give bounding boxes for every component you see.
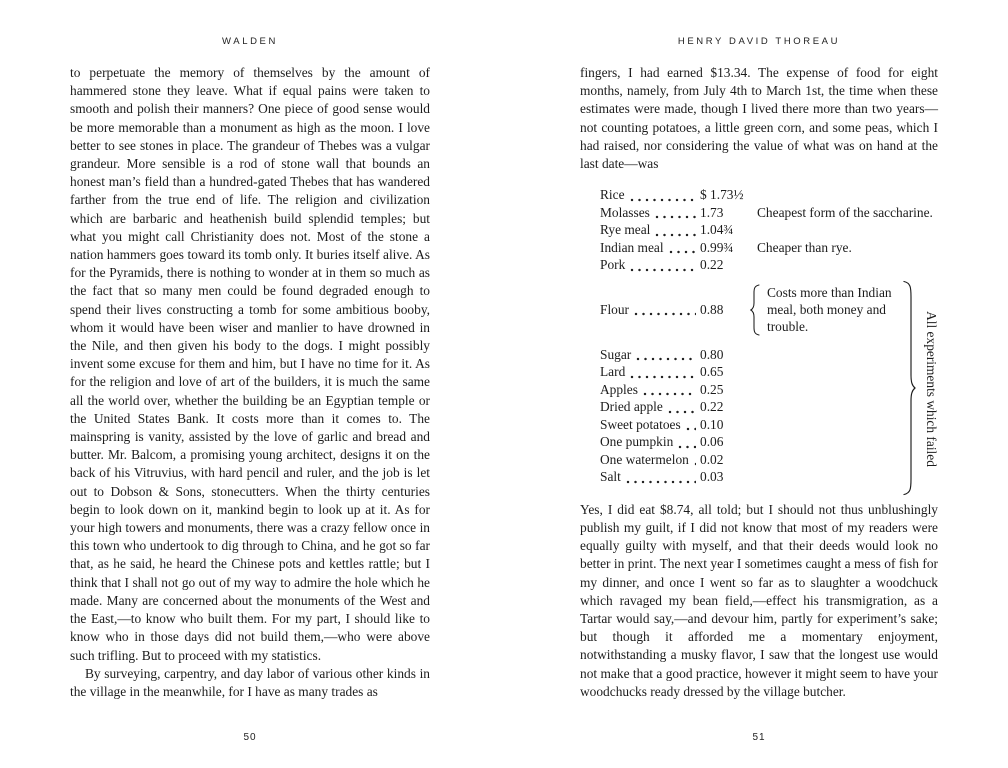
left-brace-icon bbox=[750, 284, 760, 336]
dot-leader bbox=[686, 427, 696, 431]
expense-item: One watermelon bbox=[600, 451, 689, 467]
expense-amount: 0.25 bbox=[700, 381, 724, 397]
expense-row bbox=[580, 398, 938, 416]
running-head-right: HENRY DAVID THOREAU bbox=[677, 36, 841, 47]
dot-leader bbox=[636, 357, 696, 361]
expense-item: Dried apple bbox=[600, 399, 663, 415]
expense-item: Pork bbox=[600, 257, 626, 273]
expense-item: Salt bbox=[600, 469, 621, 485]
expense-row bbox=[580, 204, 938, 222]
expense-entry bbox=[600, 204, 748, 222]
expense-amount: $ 1.73½ bbox=[700, 187, 744, 203]
expense-note-braced bbox=[750, 284, 897, 336]
expense-item: Flour bbox=[600, 301, 630, 317]
expense-entry bbox=[600, 301, 748, 319]
expense-row bbox=[580, 186, 938, 204]
expense-entry bbox=[600, 363, 748, 381]
expense-note: Cheapest form of the saccharine. bbox=[757, 204, 933, 220]
expense-amount: 0.22 bbox=[700, 399, 724, 415]
paragraph: fingers, I had earned $13.34. The expense of food for eight months, namely, from July 4th to March 1st, the time when these estimates were made, though I lived there more than two years—not counting potatoes, a little green corn, and some peas, which I had raised, nor considering the value of what was on hand at the last date—was bbox=[580, 65, 938, 172]
page-right bbox=[504, 0, 1008, 768]
dot-leader bbox=[630, 198, 696, 202]
expense-entry bbox=[600, 468, 748, 486]
page-number-right: 51 bbox=[752, 732, 766, 743]
expense-row bbox=[580, 381, 938, 399]
expense-entry bbox=[600, 398, 748, 416]
expense-row bbox=[580, 256, 938, 274]
expense-row bbox=[580, 284, 938, 336]
expense-row bbox=[580, 363, 938, 381]
expense-entry bbox=[600, 381, 748, 399]
expense-entry bbox=[600, 221, 748, 239]
expense-amount: 1.04¾ bbox=[700, 222, 734, 238]
dot-leader bbox=[626, 480, 696, 484]
expense-amount: 0.02 bbox=[700, 451, 724, 467]
expense-amount: 1.73 bbox=[700, 204, 724, 220]
expense-table bbox=[580, 186, 938, 486]
expense-item: Lard bbox=[600, 364, 626, 380]
expense-row bbox=[580, 221, 938, 239]
dot-leader bbox=[694, 462, 696, 466]
expense-row bbox=[580, 346, 938, 364]
expense-amount: 0.10 bbox=[700, 416, 724, 432]
dot-leader bbox=[630, 268, 696, 272]
right-brace-icon bbox=[902, 280, 916, 496]
dot-leader bbox=[678, 445, 696, 449]
dot-leader bbox=[630, 375, 696, 379]
expense-amount: 0.99¾ bbox=[700, 239, 734, 255]
expense-item: Molasses bbox=[600, 204, 650, 220]
expense-amount: 0.03 bbox=[700, 469, 724, 485]
expense-note: Cheaper than rye. bbox=[757, 239, 852, 255]
paragraph: Yes, I did eat $8.74, all told; but I should not thus unblushingly publish my guilt, if I did not know that most of my readers were equally guilty with myself, and that their deeds would look no better in print. The next year I sometimes caught a mess of fish for my dinner, and once I went so far as to slaughter a woodchuck which ravaged my bean field,—effect his transmigration, as a Tartar would say,—and devour him, partly for experiment’s sake; but though it afforded me a momentary enjoyment, notwithstanding a musky flavor, I saw that the longest use would not make that a good practice, however it might seem to have your woodchucks ready dressed by the village butcher. bbox=[580, 501, 938, 699]
side-brace-label: All experiments which failed bbox=[924, 311, 939, 468]
paragraph: to perpetuate the memory of themselves by the amount of hammered stone they leave. What if equal pains were taken to smooth and polish their manners? One piece of good sense would be more memorable than a monument as high as the moon. I love better to see stones in place. The grandeur of Thebes was a vulgar grandeur. More sensible is a rod of stone wall that bounds an honest man’s field than a hundred-gated Thebes that has wandered farther from the true end of life. The religion and civilization which are barbaric and heathenish build splendid temples; but what you might call Christianity does not. Most of the stone a nation hammers goes toward its tomb only. It buries itself alive. As for the Pyramids, there is nothing to wonder at in them so much as the fact that so many men could be found degraded enough to spend their lives constructing a tomb for some ambitious booby, whom it would have been wiser and manlier to have drowned in the Nile, and then given his body to the dogs. I might possibly invent some excuse for them and him, but I have no time for it. As for the religion and love of art of the builders, it is much the same all the world over, whether the building be an Egyptian temple or the United States Bank. It costs more than it comes to. The mainspring is vanity, assisted by the love of garlic and bread and butter. Mr. Balcom, a promising young architect, designs it on the back of his Vitruvius, with hard pencil and ruler, and the job is let out to Dobson & Sons, stonecutters. When the thirty centuries begin to look down on it, mankind begin to look up at it. As for your high towers and monuments, there was a crazy fellow once in this town who undertook to dig through to China, and he got so far that, as he said, he heard the Chinese pots and kettles rattle; but I think that I shall not go out of my way to admire the hole which he made. Many are concerned about the monuments of the West and the East,—to know who built them. For my part, I should like to know who in those days did not build them,—who were above such trifling. But to proceed with my statistics. bbox=[70, 65, 430, 663]
expense-row bbox=[580, 433, 938, 451]
expense-amount: 0.88 bbox=[700, 301, 724, 317]
page-number-left: 50 bbox=[243, 732, 257, 743]
expense-entry bbox=[600, 346, 748, 364]
expense-amount: 0.65 bbox=[700, 364, 724, 380]
expense-item: Apples bbox=[600, 381, 638, 397]
expense-item: Sweet potatoes bbox=[600, 416, 681, 432]
expense-entry bbox=[600, 416, 748, 434]
paragraph: By surveying, carpentry, and day labor of various other kinds in the village in the meanwhile, for I have as many trades as bbox=[70, 665, 430, 699]
expense-entry bbox=[600, 256, 748, 274]
dot-leader bbox=[655, 233, 696, 237]
expense-item: One pumpkin bbox=[600, 434, 674, 450]
expense-amount: 0.22 bbox=[700, 257, 724, 273]
expense-entry bbox=[600, 451, 748, 469]
expense-item: Sugar bbox=[600, 346, 632, 362]
expense-row bbox=[580, 239, 938, 257]
dot-leader bbox=[655, 215, 696, 219]
expense-entry bbox=[600, 433, 748, 451]
expense-row bbox=[580, 468, 938, 486]
expense-note: Costs more than Indian meal, both money and trouble. bbox=[767, 285, 892, 335]
left-text-block bbox=[70, 36, 430, 701]
expense-row bbox=[580, 451, 938, 469]
running-head-left: WALDEN bbox=[222, 36, 278, 47]
dot-leader bbox=[669, 250, 696, 254]
expense-amount: 0.06 bbox=[700, 434, 724, 450]
dot-leader bbox=[634, 312, 696, 316]
dot-leader bbox=[668, 410, 696, 414]
right-text-block bbox=[580, 36, 938, 701]
expense-item: Indian meal bbox=[600, 239, 664, 255]
expense-item: Rice bbox=[600, 187, 625, 203]
expense-row bbox=[580, 416, 938, 434]
expense-entry bbox=[600, 186, 748, 204]
expense-entry bbox=[600, 239, 748, 257]
dot-leader bbox=[643, 392, 696, 396]
expense-amount: 0.80 bbox=[700, 346, 724, 362]
expense-item: Rye meal bbox=[600, 222, 651, 238]
